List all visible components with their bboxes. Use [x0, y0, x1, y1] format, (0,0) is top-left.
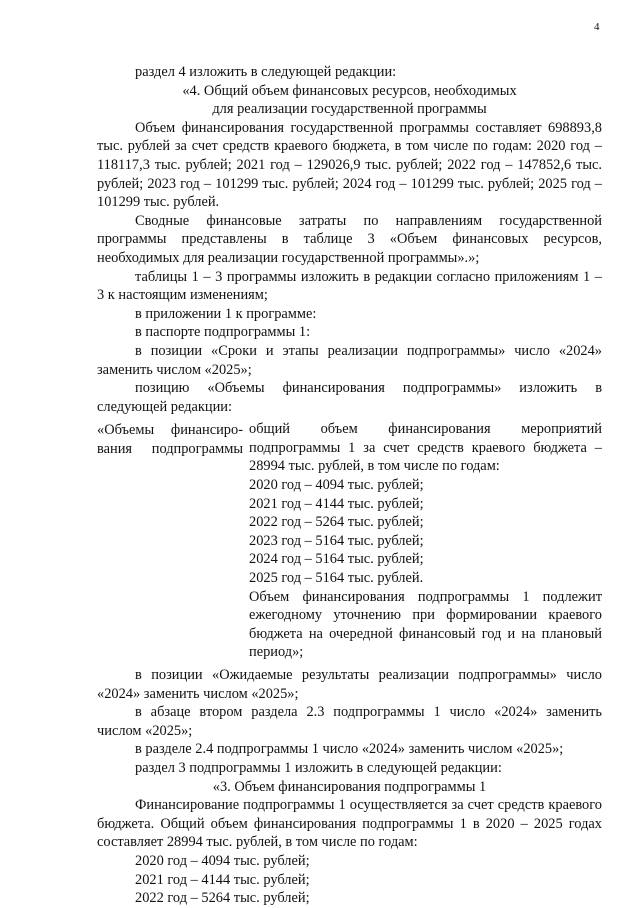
year-line: 2021 год – 4144 тыс. рублей; [249, 495, 424, 512]
paragraph: в приложении 1 к программе: [135, 305, 317, 322]
paragraph: раздел 3 подпрограммы 1 изложить в следующей редакции: [135, 759, 502, 776]
section-heading: «3. Объем финансирования подпрограммы 1 [212, 778, 487, 795]
paragraph: таблицы 1 – 3 программы изложить в редакции согласно приложениям 1 – 3 к настоящим изменениям; [97, 268, 602, 304]
page-number: 4 [594, 21, 600, 33]
year-line: 2022 год – 5264 тыс. рублей; [135, 890, 310, 907]
table-note: Объем финансирования подпрограммы 1 подлежит ежегодному уточнению при формировании краевого бюджета на очередной финансовый год и на плановый период»; [249, 588, 602, 661]
year-line: 2020 год – 4094 тыс. рублей; [249, 477, 424, 494]
table-intro: общий объем финансирования мероприятий подпрограммы 1 за счет средств краевого бюджета – 28994 тыс. рублей, в том числе по годам: [249, 421, 602, 475]
financing-table [97, 420, 602, 662]
year-line: 2023 год – 5164 тыс. рублей; [249, 532, 424, 549]
year-line: 2024 год – 5164 тыс. рублей; [249, 551, 424, 568]
paragraph: раздел 4 изложить в следующей редакции: [135, 64, 397, 80]
paragraph: в абзаце втором раздела 2.3 подпрограммы 1 число «2024» заменить числом «2025»; [97, 704, 602, 739]
year-line: 2022 год – 5264 тыс. рублей; [249, 514, 424, 531]
year-line: 2021 год – 4144 тыс. рублей; [135, 871, 310, 888]
paragraph: в разделе 2.4 подпрограммы 1 число «2024» заменить числом «2025»; [135, 741, 564, 758]
table-label-line: вания подпрограммы [97, 440, 243, 457]
section-heading: «4. Общий объем финансовых ресурсов, необходимых [182, 82, 517, 99]
year-line: 2025 год – 5164 тыс. рублей. [249, 570, 424, 587]
paragraph: Финансирование подпрограммы 1 осуществляется за счет средств краевого бюджета. Общий объем финансирования подпрограммы 1 в 2020 – 2025 годах составляет 28994 тыс. рублей, в том числе по годам: [97, 797, 602, 851]
year-line: 2020 год – 4094 тыс. рублей; [135, 852, 310, 869]
section-heading: для реализации государственной программы [212, 101, 487, 118]
document-body [97, 63, 602, 908]
table-label-line: «Объемы финансиро- [97, 422, 243, 439]
table-left-cell [97, 420, 243, 662]
paragraph: Сводные финансовые затраты по направлениям государственной программы представлены в таблице 3 «Объем финансовых ресурсов, необходимых для реализации государственной программы».»; [97, 212, 602, 266]
paragraph: в позиции «Сроки и этапы реализации подпрограммы» число «2024» заменить числом «2025»; [97, 342, 602, 378]
paragraph: позицию «Объемы финансирования подпрограммы» изложить в следующей редакции: [97, 380, 602, 415]
table-right-cell [243, 420, 602, 662]
paragraph: Объем финансирования государственной программы составляет 698893,8 тыс. рублей за счет средств краевого бюджета, в том числе по годам: 2020 год – 118117,3 тыс. рублей; 2021 год – 129026,9 тыс. рублей; 2022 год – 147852,6 тыс. рублей; 2023 год – 101299 тыс. рублей; 2024 год – 101299 тыс. рублей; 2025 год – 101299 тыс. рублей. [97, 119, 602, 211]
paragraph: в позиции «Ожидаемые результаты реализации подпрограммы» число «2024» заменить числом «2025»; [97, 667, 602, 702]
paragraph: в паспорте подпрограммы 1: [135, 324, 311, 341]
